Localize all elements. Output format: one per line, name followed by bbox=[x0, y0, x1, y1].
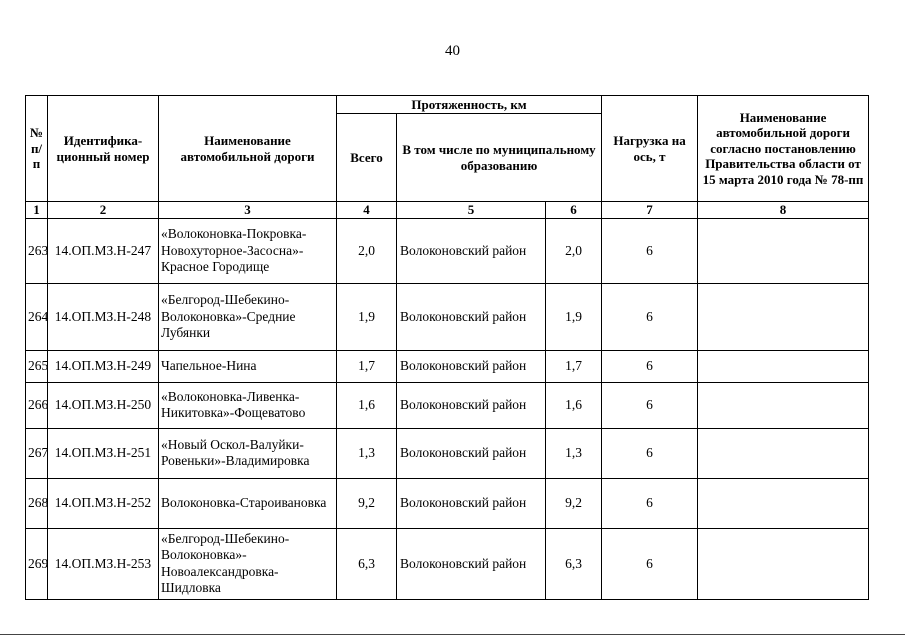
district: Волоконовский район bbox=[397, 283, 546, 350]
table-body bbox=[26, 218, 869, 599]
resolution-name bbox=[698, 283, 869, 350]
header-resolution-name: Наименование автомобильной дороги согласно постановлению Правительства области от 15 марта 2010 года № 78-пп bbox=[698, 96, 869, 202]
axle-load: 6 bbox=[602, 218, 698, 283]
road-name: «Белгород-Шебекино-Волоконовка»-Новоалександровка-Шидловка bbox=[159, 528, 337, 599]
road-id: 14.ОП.МЗ.Н-250 bbox=[48, 382, 159, 428]
road-name: «Волоконовка-Ливенка-Никитовка»-Фощеватово bbox=[159, 382, 337, 428]
length-total: 9,2 bbox=[337, 478, 397, 528]
column-number: 4 bbox=[337, 202, 397, 219]
resolution-name bbox=[698, 478, 869, 528]
road-id: 14.ОП.МЗ.Н-251 bbox=[48, 428, 159, 478]
road-id: 14.ОП.МЗ.Н-253 bbox=[48, 528, 159, 599]
table-row bbox=[26, 428, 869, 478]
column-number: 1 bbox=[26, 202, 48, 219]
row-number: 267 bbox=[26, 428, 48, 478]
length-total: 2,0 bbox=[337, 218, 397, 283]
district: Волоконовский район bbox=[397, 382, 546, 428]
length-municipal: 6,3 bbox=[546, 528, 602, 599]
row-number: 263 bbox=[26, 218, 48, 283]
column-number: 2 bbox=[48, 202, 159, 219]
resolution-name bbox=[698, 218, 869, 283]
length-municipal: 9,2 bbox=[546, 478, 602, 528]
header-id: Идентифика-ционный номер bbox=[48, 96, 159, 202]
table-row bbox=[26, 218, 869, 283]
header-total: Всего bbox=[337, 114, 397, 202]
roads-table bbox=[25, 95, 869, 600]
road-id: 14.ОП.МЗ.Н-247 bbox=[48, 218, 159, 283]
axle-load: 6 bbox=[602, 478, 698, 528]
resolution-name bbox=[698, 350, 869, 382]
header-road-name: Наименование автомобильной дороги bbox=[159, 96, 337, 202]
length-municipal: 1,6 bbox=[546, 382, 602, 428]
district: Волоконовский район bbox=[397, 478, 546, 528]
header-municipal: В том числе по муниципальному образованию bbox=[397, 114, 602, 202]
length-total: 1,6 bbox=[337, 382, 397, 428]
road-name: «Новый Оскол-Валуйки-Ровеньки»-Владимировка bbox=[159, 428, 337, 478]
length-total: 6,3 bbox=[337, 528, 397, 599]
road-name: «Белгород-Шебекино-Волоконовка»-Средние Лубянки bbox=[159, 283, 337, 350]
column-numbers-row bbox=[26, 202, 869, 219]
table-row bbox=[26, 350, 869, 382]
table-row bbox=[26, 478, 869, 528]
row-number: 269 bbox=[26, 528, 48, 599]
length-total: 1,7 bbox=[337, 350, 397, 382]
table-row bbox=[26, 283, 869, 350]
district: Волоконовский район bbox=[397, 528, 546, 599]
row-number: 264 bbox=[26, 283, 48, 350]
axle-load: 6 bbox=[602, 283, 698, 350]
table-row bbox=[26, 528, 869, 599]
resolution-name bbox=[698, 382, 869, 428]
length-municipal: 2,0 bbox=[546, 218, 602, 283]
axle-load: 6 bbox=[602, 528, 698, 599]
column-number: 8 bbox=[698, 202, 869, 219]
header-num: № п/п bbox=[26, 96, 48, 202]
road-name: Волоконовка-Староивановка bbox=[159, 478, 337, 528]
district: Волоконовский район bbox=[397, 350, 546, 382]
road-id: 14.ОП.МЗ.Н-249 bbox=[48, 350, 159, 382]
page-bottom-rule bbox=[0, 634, 905, 635]
resolution-name bbox=[698, 528, 869, 599]
row-number: 265 bbox=[26, 350, 48, 382]
length-municipal: 1,7 bbox=[546, 350, 602, 382]
header-axle-load: Нагрузка на ось, т bbox=[602, 96, 698, 202]
road-id: 14.ОП.МЗ.Н-248 bbox=[48, 283, 159, 350]
resolution-name bbox=[698, 428, 869, 478]
road-name: «Волоконовка-Покровка-Новохуторное-Засосна»-Красное Городище bbox=[159, 218, 337, 283]
column-number: 6 bbox=[546, 202, 602, 219]
page-number: 40 bbox=[445, 43, 460, 59]
district: Волоконовский район bbox=[397, 428, 546, 478]
road-id: 14.ОП.МЗ.Н-252 bbox=[48, 478, 159, 528]
header-length-group: Протяженность, км bbox=[337, 96, 602, 114]
column-number: 7 bbox=[602, 202, 698, 219]
column-number: 3 bbox=[159, 202, 337, 219]
district: Волоконовский район bbox=[397, 218, 546, 283]
table-header bbox=[26, 96, 869, 219]
length-municipal: 1,9 bbox=[546, 283, 602, 350]
length-total: 1,9 bbox=[337, 283, 397, 350]
length-total: 1,3 bbox=[337, 428, 397, 478]
axle-load: 6 bbox=[602, 428, 698, 478]
row-number: 266 bbox=[26, 382, 48, 428]
table-row bbox=[26, 382, 869, 428]
road-name: Чапельное-Нина bbox=[159, 350, 337, 382]
axle-load: 6 bbox=[602, 350, 698, 382]
length-municipal: 1,3 bbox=[546, 428, 602, 478]
axle-load: 6 bbox=[602, 382, 698, 428]
column-number: 5 bbox=[397, 202, 546, 219]
row-number: 268 bbox=[26, 478, 48, 528]
